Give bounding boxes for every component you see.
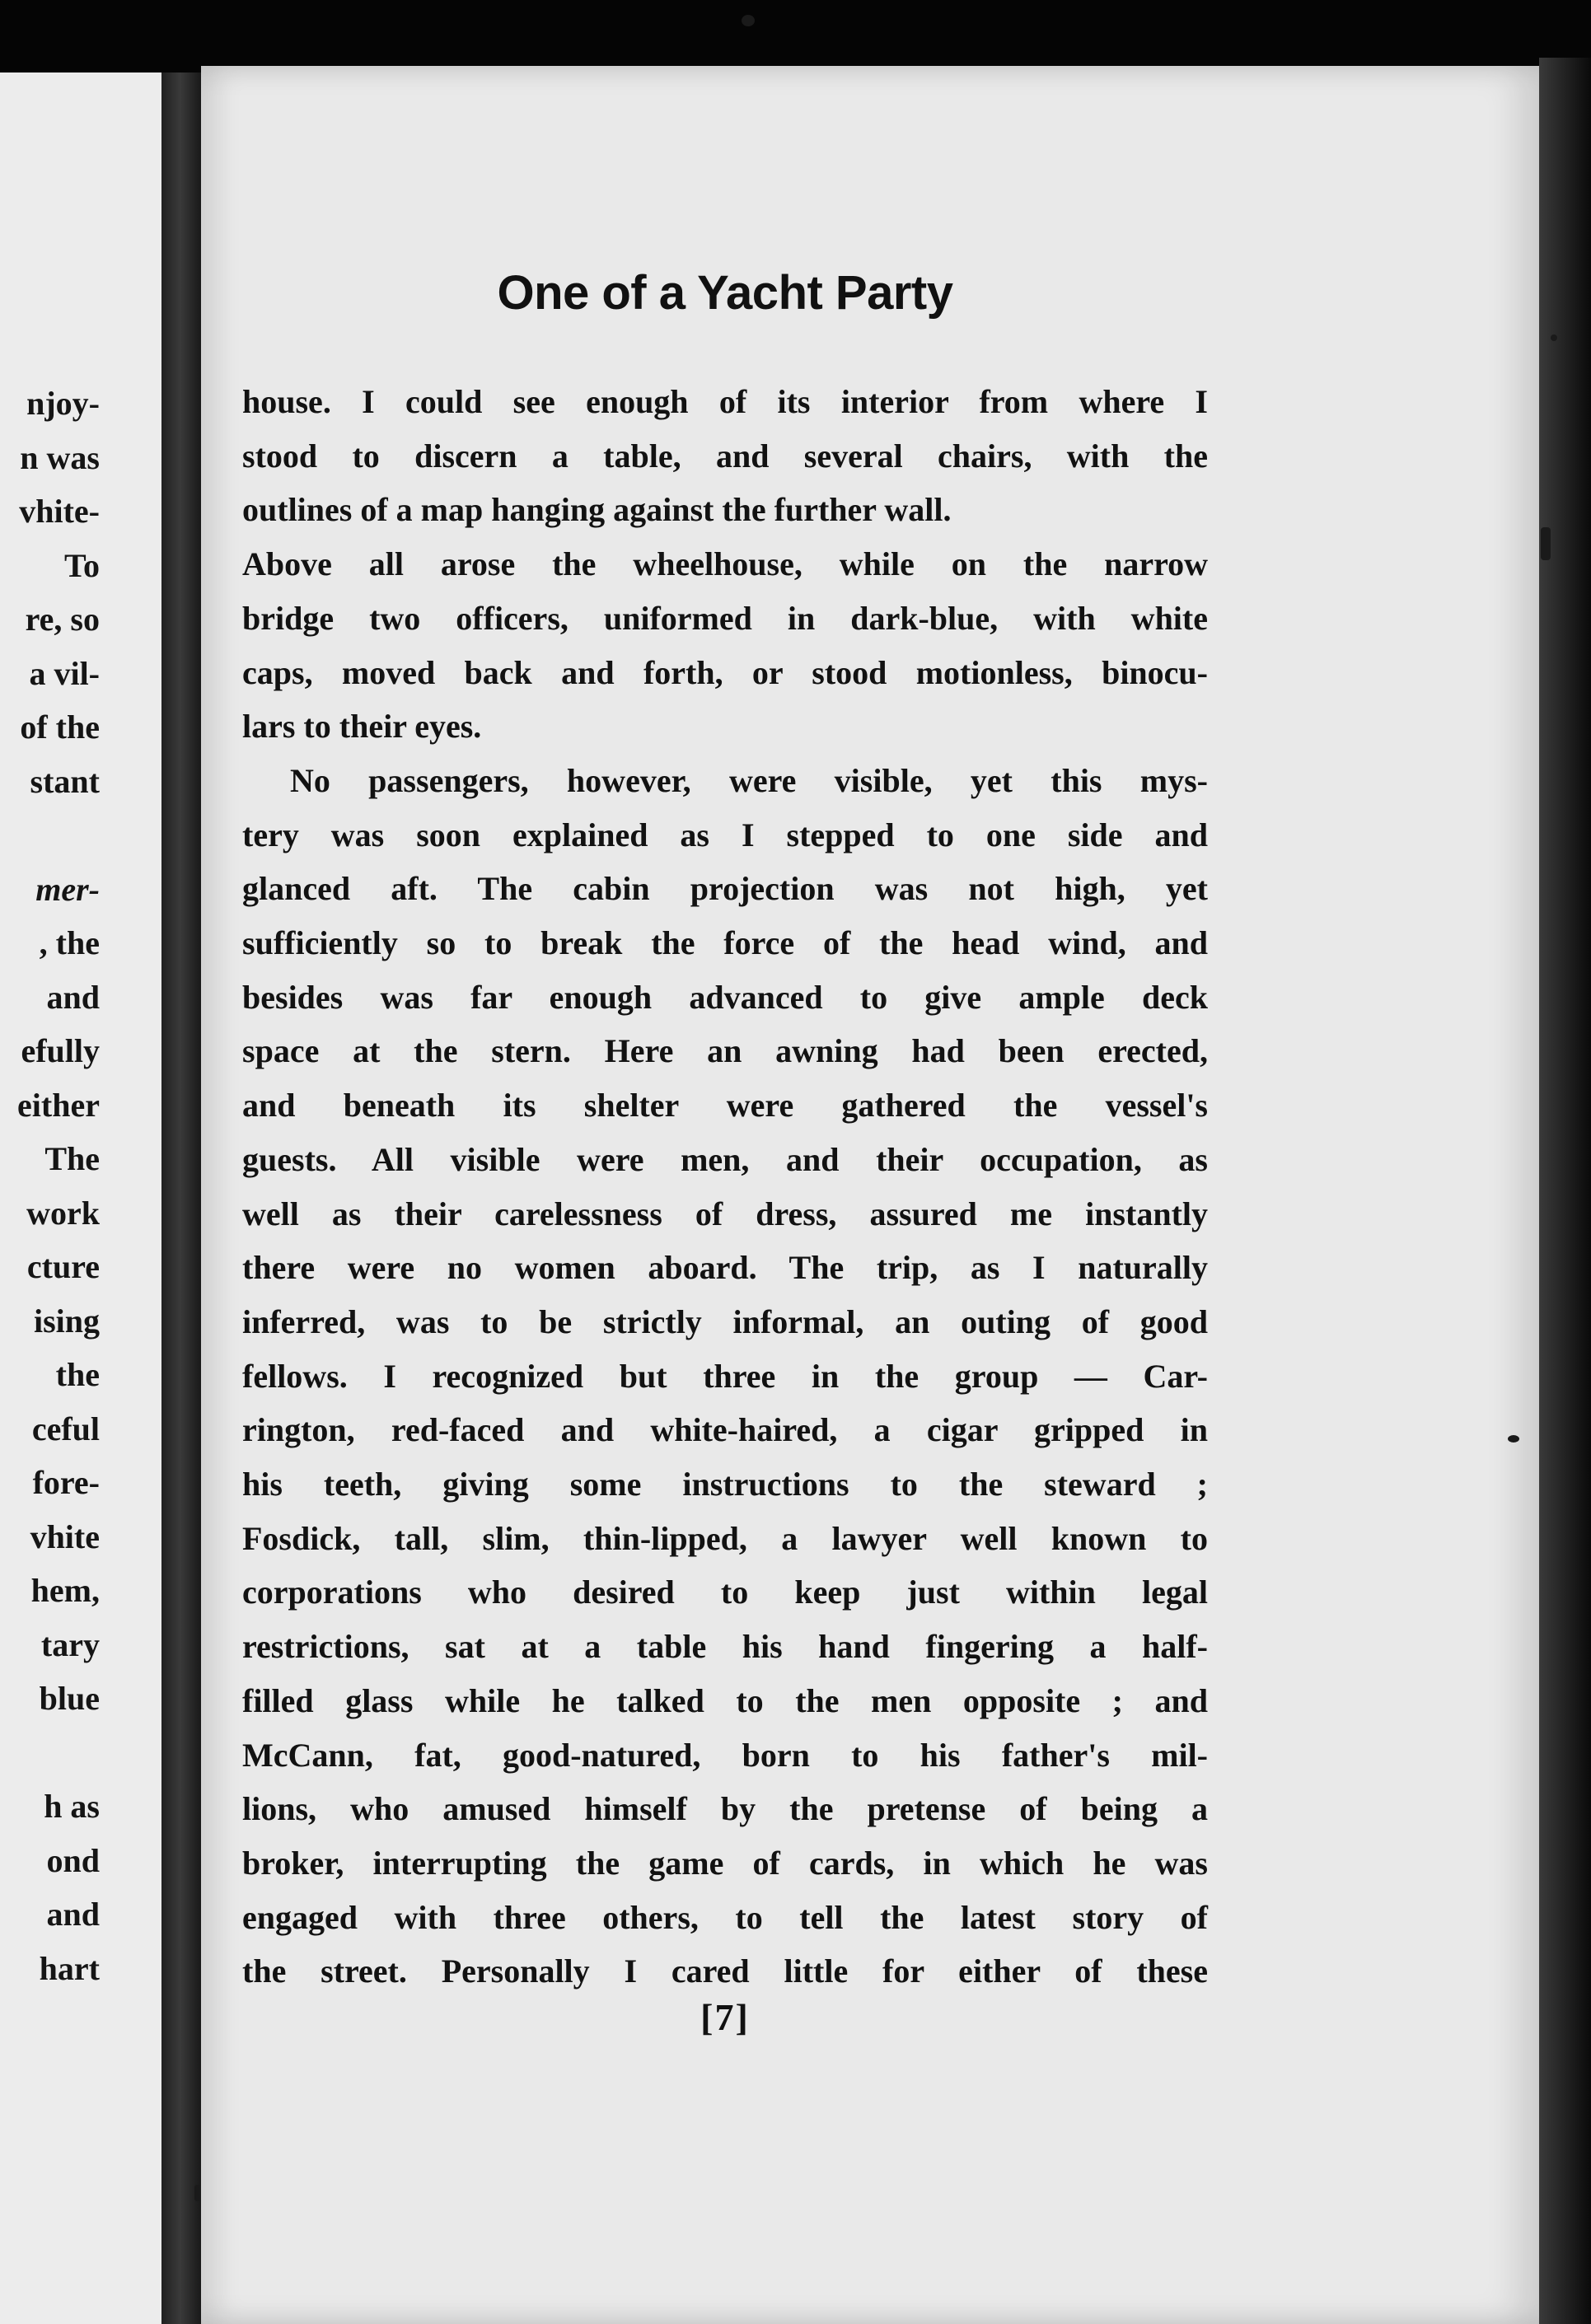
body-line: outlines of a map hanging against the further wall.	[242, 491, 952, 528]
body-line: space at the stern. Here an awning had been erected,	[242, 1032, 1208, 1069]
left-page-line: stant	[30, 763, 100, 800]
page-edge-shadow	[1539, 58, 1591, 2324]
body-line: rington, red-faced and white-haired, a cigar gripped in	[242, 1411, 1208, 1448]
body-line: there were no women aboard. The trip, as I naturally	[242, 1249, 1208, 1286]
body-line: fellows. I recognized but three in the group — Car-	[242, 1358, 1208, 1395]
body-line: stood to discern a table, and several chairs, with the	[242, 437, 1208, 475]
left-page-line: vhite	[30, 1518, 100, 1555]
body-line: bridge two officers, uniformed in dark-blue, with white	[242, 600, 1208, 637]
left-page-line: fore-	[32, 1464, 100, 1501]
left-page-line: the	[55, 1356, 100, 1393]
scan-speck	[1508, 1435, 1519, 1443]
left-page-line: The	[44, 1140, 100, 1177]
body-line: tery was soon explained as I stepped to one side and	[242, 816, 1208, 853]
scan-speck	[1551, 334, 1557, 341]
left-page-line: and	[46, 1896, 100, 1933]
left-page-line: hart	[39, 1950, 100, 1987]
book-gutter	[161, 72, 203, 2324]
left-page-line: n was	[20, 439, 100, 476]
left-page-line: ising	[33, 1302, 100, 1340]
left-page-line: , the	[39, 924, 100, 961]
body-line: filled glass while he talked to the men opposite ; and	[242, 1682, 1208, 1719]
left-page-line: To	[63, 547, 100, 584]
left-page-line: cture	[26, 1248, 100, 1285]
body-line: corporations who desired to keep just within legal	[242, 1573, 1208, 1611]
scan-speck	[194, 2185, 201, 2201]
body-line: his teeth, giving some instructions to the steward ;	[242, 1466, 1208, 1503]
body-line: house. I could see enough of its interior from where I	[242, 383, 1208, 420]
body-line: the street. Personally I cared little for either of these	[242, 1952, 1208, 1990]
body-line: inferred, was to be strictly informal, an outing of good	[242, 1303, 1208, 1340]
body-line: Fosdick, tall, slim, thin-lipped, a lawyer well known to	[242, 1520, 1208, 1557]
body-line: glanced aft. The cabin projection was not high, yet	[242, 870, 1208, 907]
body-line: restrictions, sat at a table his hand fingering a half-	[242, 1628, 1208, 1665]
left-page-line: a vil-	[29, 655, 100, 692]
body-line: guests. All visible were men, and their occupation, as	[242, 1141, 1208, 1178]
body-line: well as their carelessness of dress, assured me instantly	[242, 1195, 1208, 1232]
running-head: One of a Yacht Party	[497, 266, 953, 320]
left-page-line: vhite-	[19, 493, 100, 530]
left-page-line: re, so	[25, 601, 100, 638]
left-page-line: tary	[40, 1626, 100, 1663]
left-page-line: and	[46, 979, 100, 1016]
body-line: sufficiently so to break the force of the head wind, and	[242, 924, 1208, 961]
body-line: caps, moved back and forth, or stood motionless, binocu-	[242, 654, 1208, 691]
left-page-line: work	[26, 1195, 100, 1232]
left-page-line: mer-	[35, 871, 100, 908]
left-page-line: of the	[20, 708, 100, 746]
body-line: lions, who amused himself by the pretense of being a	[242, 1790, 1208, 1827]
body-line: Above all arose the wheelhouse, while on the narrow	[242, 545, 1208, 582]
left-page-line: ceful	[31, 1410, 100, 1447]
page-number: [7]	[700, 1996, 750, 2038]
left-page-line: efully	[21, 1032, 100, 1069]
left-page-line: either	[17, 1087, 100, 1124]
left-page-fragment	[0, 72, 169, 2324]
body-line: broker, interrupting the game of cards, in which he was	[242, 1845, 1208, 1882]
body-line: besides was far enough advanced to give ample deck	[242, 979, 1208, 1016]
left-page-line: ond	[46, 1842, 100, 1879]
body-line: engaged with three others, to tell the latest story of	[242, 1899, 1208, 1936]
body-line: McCann, fat, good-natured, born to his father's mil-	[242, 1737, 1208, 1774]
left-page-line: hem,	[30, 1572, 100, 1609]
scan-speck	[1541, 527, 1551, 560]
left-page-line: njoy-	[26, 385, 100, 422]
scan-speck	[742, 15, 755, 26]
left-page-line: h as	[44, 1788, 100, 1825]
left-page-line: blue	[39, 1680, 100, 1717]
body-line: lars to their eyes.	[242, 708, 482, 745]
body-line: and beneath its shelter were gathered the vessel's	[242, 1087, 1208, 1124]
body-line: No passengers, however, were visible, yet this mys-	[290, 762, 1208, 799]
